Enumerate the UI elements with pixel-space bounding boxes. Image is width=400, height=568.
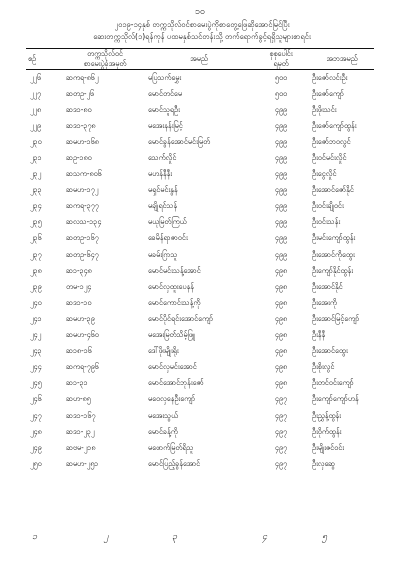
table-row xyxy=(26,424,374,440)
table-row xyxy=(26,215,374,231)
total-score: ၄၉၉ xyxy=(274,104,288,114)
row-number: ၂၃၄ xyxy=(30,201,42,211)
footer-mark: ၄ xyxy=(262,532,268,542)
exam-id: ဆကရ-၃၇၇ xyxy=(66,201,99,211)
table-row xyxy=(26,183,374,199)
father-name: ဦးတင်ဝင်းကျော် xyxy=(312,378,354,388)
student-name: မယုမြတ်ကြယ် xyxy=(148,217,187,227)
student-name: မောင်ခွန်အောင်မင်းမြတ် xyxy=(148,136,211,146)
exam-id: ဆတဥ-၆၄၇ xyxy=(66,249,99,259)
row-number: ၂၃၅ xyxy=(30,217,42,227)
row-number: ၂၄၂ xyxy=(30,330,42,340)
father-name: ဦးအောင်မြင့်ကျော် xyxy=(312,313,360,323)
exam-id: ဆဥ-၁၈၀ xyxy=(66,153,92,163)
table-row xyxy=(26,360,374,376)
total-score: ၄၉၈ xyxy=(274,330,288,340)
father-name: ဦးဝိုက်ထွန်း xyxy=(312,426,342,436)
father-name: ဦးဝင်းချိုဝင်း xyxy=(312,201,344,211)
total-score: ၄၉၉ xyxy=(274,249,288,259)
row-number: ၂၃၃ xyxy=(30,185,42,195)
student-name: မချိုရင်သန် xyxy=(148,201,178,211)
exam-id: ဆကရ-၈၆၂ xyxy=(66,72,99,82)
row-number: ၂၂၉ xyxy=(30,120,42,130)
student-name: မောင်ပြည့်ခွန်အောင် xyxy=(148,458,201,468)
father-name: ဦးလှဆွေ xyxy=(312,458,336,468)
table-row xyxy=(26,150,374,166)
row-number: ၂၃၇ xyxy=(30,249,42,259)
student-name: မအေးမြတ်သိမ့်ဖြူ xyxy=(148,330,195,340)
father-name: ဦးဝင်မင်းလှိုင် xyxy=(312,153,347,163)
row-number: ၂၃၉ xyxy=(30,281,42,291)
total-score: ၄၉၇ xyxy=(274,410,288,420)
column-header-name: အမည် xyxy=(190,54,208,63)
row-number: ၂၄၃ xyxy=(30,346,42,356)
document-heading-line-2: ဆေးတက္ကသိုလ်(၁)ရန်ကုန် ပထမနှစ်သင်တန်းသို့ တက်ရောက်ခွင့်ရရှိသူများစာရင်း xyxy=(93,32,311,41)
table-row xyxy=(26,408,374,424)
table-row xyxy=(26,295,374,311)
footer-mark: ၃ xyxy=(172,532,178,542)
row-number: ၂၄၇ xyxy=(30,410,42,420)
total-score: ၄၉၉ xyxy=(274,136,288,146)
exam-id: ဆဗမ-၂၁၈ xyxy=(66,442,96,452)
column-header-exam-id: တက္ကသိုလ်ဝင် စာမေးပွဲခုံအမှတ် xyxy=(83,49,127,68)
row-number: ၂၅၀ xyxy=(30,458,42,468)
father-name: ဦးဇော်လင်းဦး xyxy=(312,72,348,82)
student-name: မရှင်မင်းနွန် xyxy=(148,185,178,195)
exam-id: ဆတဥ-၁၆၇ xyxy=(66,233,99,243)
total-score: ၄၉၉ xyxy=(274,233,288,243)
row-number: ၂၄၆ xyxy=(30,394,42,404)
total-score: ၄၉၉ xyxy=(274,185,288,195)
exam-id: ဆဟ-၈၅ xyxy=(66,394,91,404)
total-score: ၅၀၀ xyxy=(274,72,288,82)
total-score: ၅၀၀ xyxy=(274,88,288,98)
total-score: ၄၉၈ xyxy=(274,281,288,291)
father-name: ဦးဖိုးသင်း xyxy=(312,104,337,114)
table-row xyxy=(26,134,374,150)
table-row xyxy=(26,118,374,134)
student-name: မအေးနန်းမြင့် xyxy=(148,120,183,130)
student-name: ဒေါ်ဖိုးမျိုးရိုး xyxy=(148,346,179,356)
exam-id: ဆဒ၁-၈၀ xyxy=(66,104,92,114)
table-row xyxy=(26,311,374,327)
exam-id: ဆမဟ-၄၆၀ xyxy=(66,330,99,340)
exam-id: ဆ၁-၃၄၈ xyxy=(66,265,92,275)
total-score: ၄၉၈ xyxy=(274,313,288,323)
row-number: ၂၄၀ xyxy=(30,297,42,307)
row-number: ၂၄၄ xyxy=(30,362,42,372)
student-name: ခေမိန်ရာဇာဝင်း xyxy=(148,233,188,243)
row-number: ၂၃၀ xyxy=(30,136,42,146)
total-score: ၄၉၇ xyxy=(274,458,288,468)
exam-id: ဆဒ၁-၁၀ xyxy=(66,297,92,307)
row-number: ၂၃၁ xyxy=(30,153,42,163)
exam-id: ဆမဟ-၁၇၂ xyxy=(66,185,99,195)
exam-id: ဆမဟ-၂၅၁ xyxy=(66,458,99,468)
column-header-no: စဉ် xyxy=(28,54,37,63)
exam-id: ဆဒ၁-၁၆၇ xyxy=(66,410,96,420)
footer-mark: ၅ xyxy=(322,532,328,542)
table-row xyxy=(26,456,374,472)
student-name: မောင်ခန့်ကို xyxy=(148,426,178,436)
exam-id: ဆဒ၁-၃၇၈ xyxy=(66,120,96,130)
total-score: ၄၉၈ xyxy=(274,297,288,307)
student-name: မောင်လှမင်းအောင် xyxy=(148,362,197,372)
table-row xyxy=(26,167,374,183)
student-name: မခမ်းဂြာသူ xyxy=(148,249,178,259)
student-name: မောင်လှထူးပေနန် xyxy=(148,281,194,291)
table-row xyxy=(26,279,374,295)
row-number: ၂၂၇ xyxy=(30,88,42,98)
total-score: ၄၉၈ xyxy=(274,346,288,356)
row-number: ၂၂၆ xyxy=(30,72,42,82)
total-score: ၄၉၉ xyxy=(274,201,288,211)
exam-id: ဆကရ-၇၉၆ xyxy=(66,362,99,372)
table-row xyxy=(26,328,374,344)
exam-id: ဆဒ၁-၂၃၂ xyxy=(66,426,95,436)
student-name: မောင်မင်းသန့်အောင် xyxy=(148,265,201,275)
student-name: မောင်အောင်ဘုန်းဇော် xyxy=(148,378,204,388)
page-footer-marks xyxy=(0,531,400,551)
father-name: ဦးမင်းကျော်ထွန်း xyxy=(312,233,356,243)
father-name: ဦးဇော်ကျော်ထွန်း xyxy=(312,120,357,130)
exam-id: ဆမဟ-၃၉ xyxy=(66,313,95,323)
column-header-father-name: အဘအမည် xyxy=(326,54,358,63)
father-name: ဦးဇော်ဘဝလွင် xyxy=(312,136,351,146)
father-name: ဦးကျော်နိုင်ထွန်း xyxy=(312,265,354,275)
exam-id: ဆမဟ-၁၆၈ xyxy=(66,136,99,146)
student-name: မဖောက်မြတ်ရိသူ xyxy=(148,442,194,452)
exam-id: တမ-၁၂၄ xyxy=(66,281,92,291)
row-number: ၂၃၆ xyxy=(30,233,42,243)
table-header-row xyxy=(26,49,374,69)
table-row xyxy=(26,231,374,247)
student-name: မောင်ကောင်းသန့်ကို xyxy=(148,297,201,307)
footer-mark: ၂ xyxy=(104,532,109,542)
student-name: မဝေလှနေဦးကျော် xyxy=(148,394,196,404)
total-score: ၄၉၉ xyxy=(274,169,288,179)
total-score: ၄၉၇ xyxy=(274,442,288,452)
table-row xyxy=(26,440,374,456)
row-number: ၂၃၂ xyxy=(30,169,42,179)
student-name: မောင်တင်မေ xyxy=(148,88,182,98)
table-row xyxy=(26,70,374,87)
footer-mark: ၁ xyxy=(32,532,38,542)
student-name: မောင်သူရဦး xyxy=(148,104,180,114)
father-name: ဦးကျော်ကျော်ဟန် xyxy=(312,394,359,404)
father-name: ဦးအောင်ထွေး xyxy=(312,346,348,356)
table-row xyxy=(26,263,374,279)
table-row xyxy=(26,376,374,392)
exam-id: ဆသက-၈၀၆ xyxy=(66,169,102,179)
row-number: ၂၄၁ xyxy=(30,313,42,323)
table-row xyxy=(26,392,374,408)
total-score: ၄၉၈ xyxy=(274,362,288,372)
exam-id: ဆတဥ-၂၆ xyxy=(66,88,95,98)
student-name: သေက်လှိုင် xyxy=(148,153,177,163)
father-name: ဦးညွှန့်ထွန်း xyxy=(312,410,341,420)
table-row xyxy=(26,199,374,215)
row-number: ၂၄၉ xyxy=(30,442,42,452)
column-header-total-score: စုစုပေါင်း ရမှတ် xyxy=(269,49,293,68)
father-name: ဦးဝင်းသန်း xyxy=(312,217,341,227)
row-number: ၂၄၈ xyxy=(30,426,42,436)
row-number: ၂၄၅ xyxy=(30,378,42,388)
total-score: ၄၉၉ xyxy=(274,153,288,163)
page-number: ၁၀ xyxy=(194,7,206,17)
father-name: ဦးအောင်ဇော်နိုင် xyxy=(312,185,354,195)
father-name: ဦးအောင်နိုင် xyxy=(312,281,343,291)
father-name: ဦးစိုးလွင် xyxy=(312,362,335,372)
father-name: ဦးအေးကို xyxy=(312,297,337,307)
father-name: ဦးဇော်ကျော် xyxy=(312,88,344,98)
exam-id: ဆ၁-၃၁ xyxy=(66,378,88,388)
table-row xyxy=(26,344,374,360)
total-score: ၄၉၉ xyxy=(274,120,288,130)
total-score: ၄၉၇ xyxy=(274,394,288,404)
student-name: မောင်ပိုင်ရင်းအောင်ကျော် xyxy=(148,313,214,323)
results-table xyxy=(26,48,374,472)
total-score: ၄၉၈ xyxy=(274,378,288,388)
student-name: မဟန်နီနီး xyxy=(148,169,173,179)
total-score: ၄၉၇ xyxy=(274,426,288,436)
father-name: ဦးမျိုးဇင်ဝင်း xyxy=(312,442,345,452)
table-row xyxy=(26,86,374,102)
father-name: ဦးနီနီ xyxy=(312,330,326,340)
exam-id: ဆလသ-၁၃၄ xyxy=(66,217,102,227)
father-name: ဦးငွေလှိုင် xyxy=(312,169,337,179)
student-name: မအေးသွယ် xyxy=(148,410,179,420)
total-score: ၄၉၈ xyxy=(274,265,288,275)
table-row xyxy=(26,102,374,118)
father-name: ဦးအောင်ကိုထွေး xyxy=(312,249,355,259)
total-score: ၄၉၉ xyxy=(274,217,288,227)
row-number: ၂၃၈ xyxy=(30,265,42,275)
table-row xyxy=(26,247,374,263)
exam-id: ဆ၁၈-၁၆ xyxy=(66,346,92,356)
document-heading-line-1: ၂၀၁၉-၁၄နှစ် တက္ကသိုလ်ဝင်စာမေးပွဲကိုစာတွေ့ဖြေဆိုအောင်မြင်ပြီး xyxy=(114,20,290,29)
row-number: ၂၂၈ xyxy=(30,104,42,114)
student-name: မပြသက်မွှေး xyxy=(148,72,182,82)
